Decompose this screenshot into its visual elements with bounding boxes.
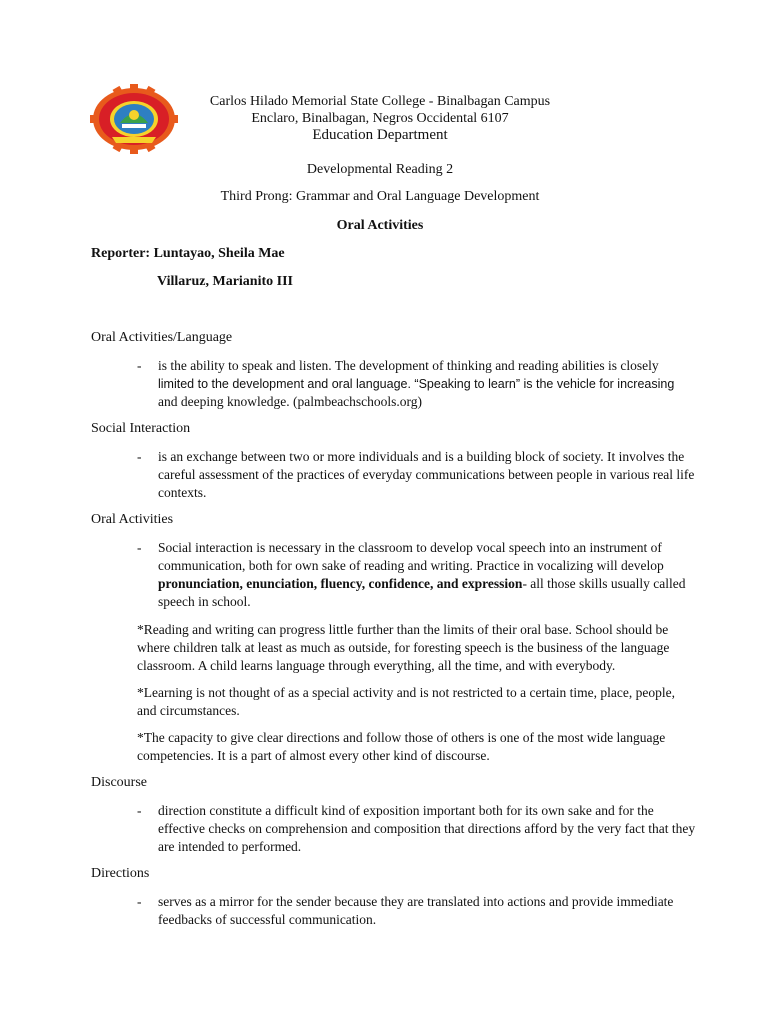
bullet-text-bold: pronunciation, enunciation, fluency, confidence, and expression: [158, 576, 523, 591]
note-paragraph: *The capacity to give clear directions and follow those of others is one of the most wide language competencies. It is a part of almost every other kind of discourse.: [137, 730, 666, 763]
prong-title: Third Prong: Grammar and Oral Language Development: [220, 189, 540, 204]
bullet-text-line: is the ability to speak and listen. The development of thinking and reading abilities is closely: [158, 358, 659, 373]
department-name: Education Department: [312, 127, 448, 143]
reporter-label: Reporter: Luntayao, Sheila Mae: [91, 246, 285, 261]
bullet-directions: [137, 893, 697, 929]
page-title: Oral Activities: [336, 218, 424, 233]
section-heading-oral-language: Oral Activities/Language: [91, 330, 233, 345]
bullet-text-before: Social interaction is necessary in the classroom to develop vocal speech into an instrument of communication, both for own sake of reading and writing. Practice in vocalizing will develop: [158, 540, 664, 573]
reporter-second: Villaruz, Marianito III: [157, 274, 293, 289]
note-paragraph: *Learning is not thought of as a special activity and is not restricted to a certain time, place, people, and circumstances.: [137, 685, 675, 718]
section-heading-oral-activities: Oral Activities: [91, 512, 174, 527]
institution-name: Carlos Hilado Memorial State College - Binalbagan Campus: [209, 94, 551, 109]
bullet-dash: -: [137, 358, 142, 373]
bullet-dash: -: [137, 894, 142, 909]
bullet-oral-language: [137, 357, 697, 411]
bullet-discourse: [137, 802, 697, 856]
bullet-dash: -: [137, 449, 142, 464]
bullet-text-line: limited to the development and oral language. “Speaking to learn” is the vehicle for increasing: [158, 377, 675, 391]
bullet-oral-activities: [137, 539, 697, 611]
letterhead: [130, 93, 630, 144]
bullet-text: serves as a mirror for the sender because they are translated into actions and provide immediate feedbacks of successful communication.: [158, 894, 674, 927]
bullet-text: [158, 539, 697, 611]
bullet-text: direction constitute a difficult kind of exposition important both for its own sake and for the effective checks on comprehension and composition that directions afford by the very fact that they are intended to performed.: [158, 803, 696, 854]
section-heading-social-interaction: Social Interaction: [91, 421, 191, 436]
institution-address: Enclaro, Binalbagan, Negros Occidental 6107: [251, 111, 509, 126]
note-paragraph: *Reading and writing can progress little further than the limits of their oral base. School should be where children talk at least as much as outside, for foresting speech is the business of the language classroom. A child learns language through everything, all the time, and with everybody.: [137, 622, 670, 673]
bullet-dash: -: [137, 803, 142, 818]
bullet-text: is an exchange between two or more individuals and is a building block of society. It involves the careful assessment of the practices of everyday communications between people in various real life contexts.: [158, 449, 695, 500]
course-title: Developmental Reading 2: [306, 162, 454, 177]
bullet-dash: -: [137, 540, 142, 555]
bullet-text-line: and deeping knowledge. (palmbeachschools.org): [158, 394, 423, 409]
section-heading-directions: Directions: [91, 866, 150, 881]
bullet-social-interaction: [137, 448, 697, 502]
bullet-text-after: - all those skills usually called speech in school.: [158, 576, 686, 609]
section-heading-discourse: Discourse: [91, 775, 147, 790]
